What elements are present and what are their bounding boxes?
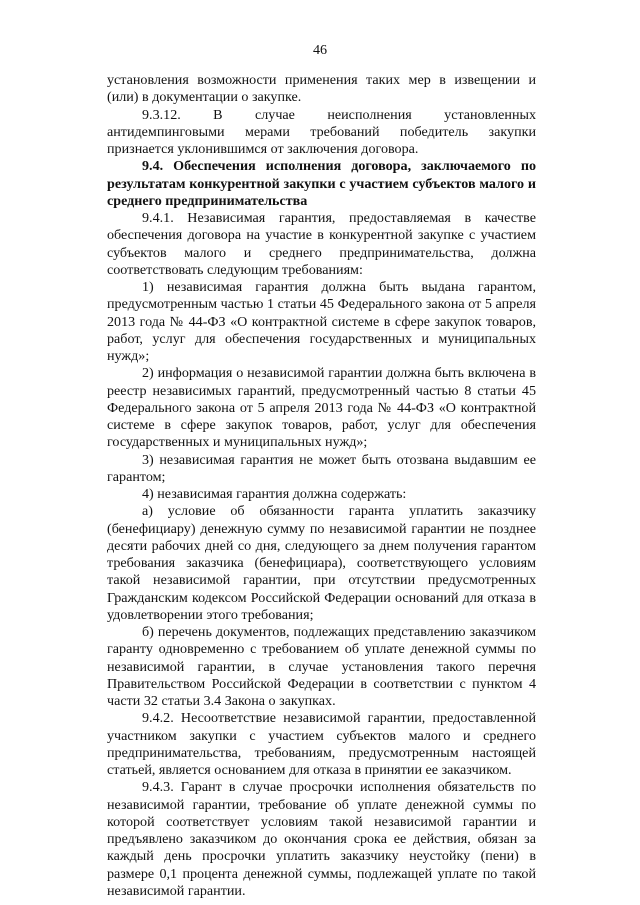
paragraph-9-4-2: 9.4.2. Несоответствие независимой гарантии, предоставленной участником закупки с участием субъектов малого и среднего предпринимательства, требованиям, предусмотренным настоящей статьей, является основанием для отказа в принятии ее заказчиком. <box>107 710 536 778</box>
paragraph-9-4-1: 9.4.1. Независимая гарантия, предоставляемая в качестве обеспечения договора на участие в конкурентной закупке с участием субъектов малого и среднего предпринимательства, должна соответствовать следующим требованиям: <box>107 210 536 278</box>
list-item-1: 1) независимая гарантия должна быть выдана гарантом, предусмотренным частью 1 статьи 45 Федерального закона от 5 апреля 2013 года № 44-ФЗ «О контрактной системе в сфере закупок товаров, работ, услуг для обеспечения государственных и муниципальных нужд»; <box>107 279 536 364</box>
paragraph-continuation: установления возможности применения таких мер в извещении и (или) в документации о закупке. <box>107 72 536 106</box>
section-heading-9-4: 9.4. Обеспечения исполнения договора, заключаемого по результатам конкурентной закупки с участием субъектов малого и среднего предпринимательства <box>107 158 536 209</box>
list-item-2: 2) информация о независимой гарантии должна быть включена в реестр независимых гарантий, предусмотренный частью 8 статьи 45 Федерального закона от 5 апреля 2013 года № 44-ФЗ «О контрактной системе в сфере закупок товаров, работ, услуг для обеспечения государственных и муниципальных нужд»; <box>107 365 536 451</box>
sub-item-a: а) условие об обязанности гаранта уплатить заказчику (бенефициару) денежную сумму по независимой гарантии не позднее десяти рабочих дней со дня, следующего за днем получения гарантом требования заказчика (бенефициара), соответствующего условиям такой независимой гарантии, при отсутствии предусмотренных Гражданским кодексом Российской Федерации оснований для отказа в удовлетворении этого требования; <box>107 503 536 623</box>
list-item-4: 4) независимая гарантия должна содержать: <box>142 486 407 502</box>
paragraph-9-4-3: 9.4.3. Гарант в случае просрочки исполнения обязательств по независимой гарантии, требование об уплате денежной суммы по которой соответствует условиям такой независимой гарантии и предъявлено заказчиком до окончания срока ее действия, обязан за каждый день просрочки уплатить заказчику неустойку (пени) в размере 0,1 процента денежной суммы, подлежащей уплате по такой независимой гарантии. <box>107 779 536 899</box>
sub-item-b: б) перечень документов, подлежащих представлению заказчиком гаранту одновременно с требованием об уплате денежной суммы по независимой гарантии, в случае установления такого перечня Правительством Российской Федерации в соответствии с пунктом 4 части 32 статьи 3.4 Закона о закупках. <box>107 624 536 709</box>
page-number: 46 <box>312 42 328 58</box>
list-item-3: 3) независимая гарантия не может быть отозвана выдавшим ее гарантом; <box>107 451 536 485</box>
paragraph-9-3-12: 9.3.12. В случае неисполнения установленных антидемпинговыми мерами требований победитель закупки признается уклонившимся от заключения договора. <box>107 106 536 157</box>
document-body <box>107 72 536 900</box>
